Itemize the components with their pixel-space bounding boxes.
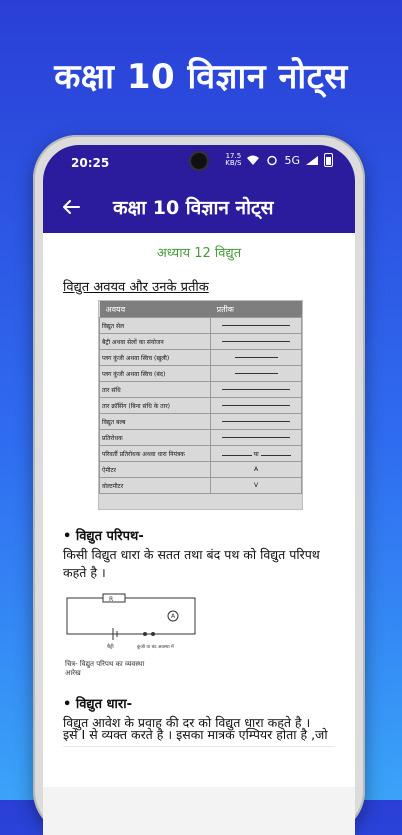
current-definition: विद्युत आवेश के प्रवाह की दर को विद्युत धारा कहते है । xyxy=(63,715,311,730)
status-icons xyxy=(225,153,333,167)
symbols-table xyxy=(99,301,302,494)
table-row xyxy=(100,318,302,334)
app-bar xyxy=(43,181,355,233)
table-row xyxy=(100,414,302,430)
symbol-line xyxy=(222,341,291,342)
nfc-icon xyxy=(265,155,279,166)
table-cell: प्लग कुंजी अथवा स्विच (बंद) xyxy=(100,366,211,382)
wifi-icon xyxy=(246,155,260,166)
table-cell: वोल्टमीटर xyxy=(100,478,211,494)
table-row xyxy=(100,430,302,446)
network-speed-value: 17.5 xyxy=(225,152,242,160)
table-header-component: अवयव xyxy=(100,301,211,318)
table-cell: ऐमीटर xyxy=(100,462,211,478)
symbol-line xyxy=(222,405,291,406)
closed-key-symbol xyxy=(211,366,302,382)
symbol-line xyxy=(222,389,291,390)
promo-headline: कक्षा 10 विज्ञान नोट्स xyxy=(54,57,348,97)
symbol-line xyxy=(235,357,278,358)
table-cell: तार क्रॉसिंग (बिना संधि के तार) xyxy=(100,398,211,414)
symbols-table-image xyxy=(98,300,303,510)
phone-frame xyxy=(33,135,365,835)
circuit-heading: • विद्युत परिपथ- xyxy=(63,529,144,544)
phone-screen xyxy=(43,145,355,835)
symbol-line xyxy=(222,421,291,422)
table-cell: तार संधि xyxy=(100,382,211,398)
table-cell: बैट्री अथवा सेलों का संयोजन xyxy=(100,334,211,350)
ammeter-symbol-label: A xyxy=(254,466,259,473)
symbol-line xyxy=(222,325,291,326)
signal-icon xyxy=(305,155,319,166)
or-label: या xyxy=(253,450,259,458)
cell-symbol xyxy=(211,318,302,334)
current-heading: • विद्युत धारा- xyxy=(63,697,132,712)
wire-joint-symbol xyxy=(211,382,302,398)
back-arrow-icon[interactable] xyxy=(59,195,83,219)
circuit-definition: किसी विद्युत धारा के सतत तथा बंद पथ को विद्युत परिपथ कहते है । xyxy=(63,547,320,580)
table-cell: विद्युत बल्ब xyxy=(100,414,211,430)
network-speed xyxy=(225,153,241,167)
battery-icon xyxy=(324,153,333,167)
table-header-symbol: प्रतीक xyxy=(211,301,302,318)
table-cell: प्रतिरोधक xyxy=(100,430,211,446)
resistor-symbol xyxy=(211,430,302,446)
circuit-key-label: कुंजी या बंद अवस्था में xyxy=(137,645,174,650)
circuit-diagram xyxy=(63,590,203,660)
table-row xyxy=(100,382,302,398)
circuit-ammeter-label: A xyxy=(171,613,176,620)
wire-crossing-symbol xyxy=(211,398,302,414)
table-row xyxy=(100,334,302,350)
table-row xyxy=(100,446,302,462)
voltmeter-symbol-label: V xyxy=(254,482,259,489)
table-cell: विद्युत सेल xyxy=(100,318,211,334)
ammeter-symbol xyxy=(211,462,302,478)
app-title: कक्षा 10 विज्ञान नोट्स xyxy=(113,197,274,219)
bottom-nav-area xyxy=(43,787,355,835)
voltmeter-symbol xyxy=(211,478,302,494)
table-row xyxy=(100,366,302,382)
current-unit-text: इसे I से व्यक्त करते है । इसका मात्रक एम्पियर होता है ,जो xyxy=(63,727,328,742)
rheostat-symbol xyxy=(211,446,302,462)
circuit-resistor-label: R xyxy=(109,596,114,603)
battery-symbol xyxy=(211,334,302,350)
front-camera xyxy=(191,153,207,169)
open-key-symbol xyxy=(211,350,302,366)
chapter-title: अध्याय 12 विद्युत xyxy=(156,246,242,261)
table-row xyxy=(100,478,302,494)
table-cell: प्लग कुंजी अथवा स्विच (खुली) xyxy=(100,350,211,366)
circuit-battery-label: बैट्री xyxy=(107,644,114,650)
notes-content[interactable] xyxy=(43,233,355,835)
bulb-symbol xyxy=(211,414,302,430)
section-title: विद्युत अवयव और उनके प्रतीक xyxy=(63,280,209,295)
table-row xyxy=(100,462,302,478)
status-bar xyxy=(43,145,355,181)
symbol-line xyxy=(261,455,291,456)
content-divider xyxy=(63,746,335,747)
network-speed-unit: KB/S xyxy=(225,159,242,167)
symbol-line xyxy=(222,455,252,456)
status-time: 20:25 xyxy=(71,156,110,170)
table-row xyxy=(100,350,302,366)
network-type: 5G xyxy=(284,153,300,167)
symbol-line xyxy=(222,437,291,438)
circuit-caption: चित्र- विद्युत परिपथ का व्यवस्था आरेख xyxy=(65,660,145,677)
symbol-line xyxy=(235,373,278,374)
table-cell: परिवर्ती प्रतिरोधक अथवा धारा नियंत्रक xyxy=(100,446,211,462)
table-row xyxy=(100,398,302,414)
